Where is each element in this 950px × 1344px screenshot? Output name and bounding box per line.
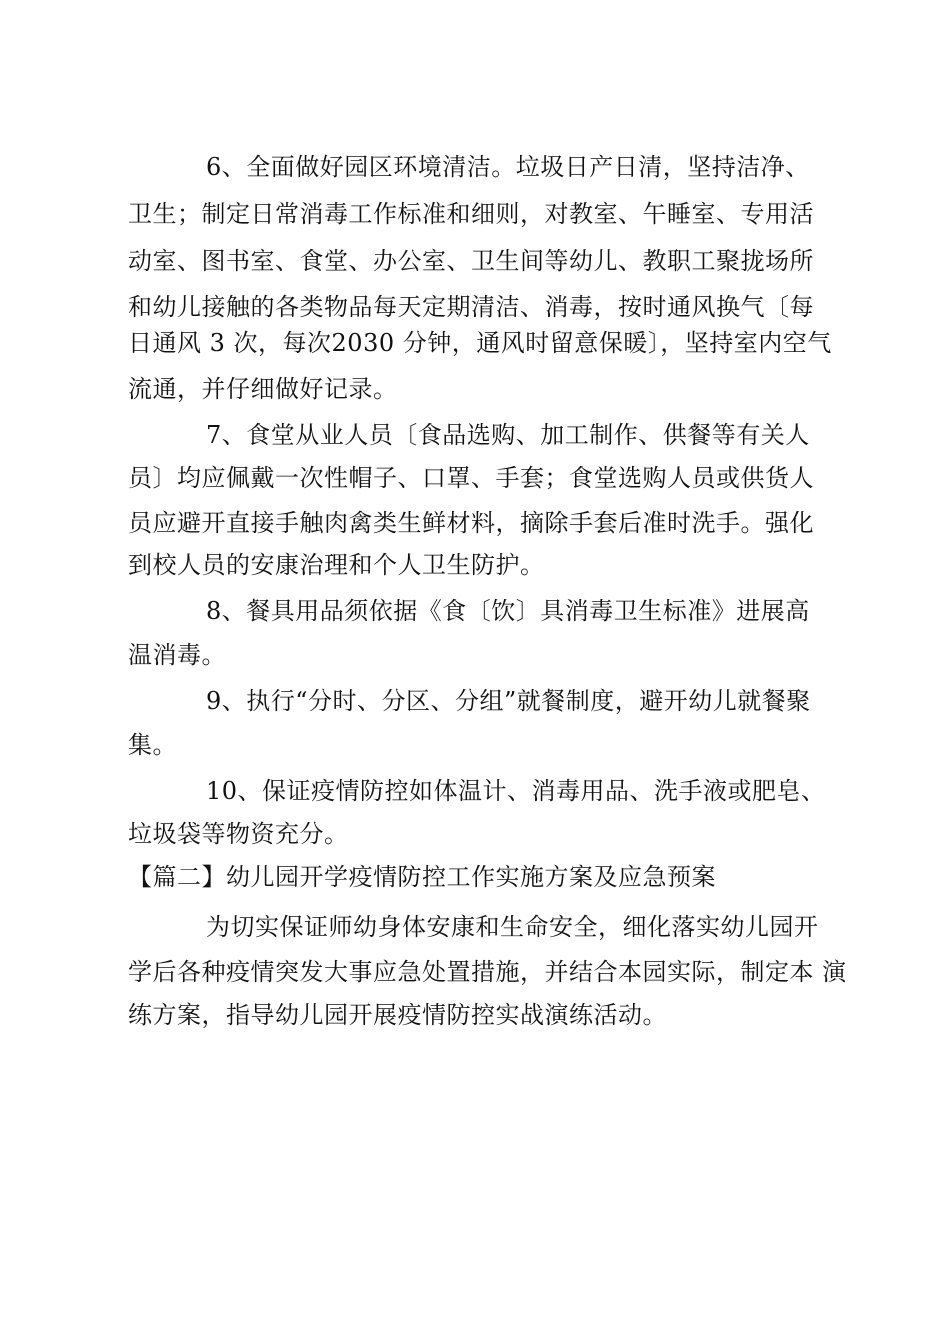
item7-line-2: 员〕均应佩戴一次性帽子、口罩、手套；食堂选购人员或供货人 [128,464,814,492]
item7-line-3: 员应避开直接手触肉禽类生鲜材料，摘除手套后准时洗手。强化 [128,509,814,537]
section2-intro-line-3: 练方案，指导幼儿园开展疫情防控实战演练活动。 [128,1001,667,1029]
item8-line-1: 8、餐具用品须依据《食〔饮〕具消毒卫生标准》进展高 [206,597,810,625]
item6-line-6: 流通，并仔细做好记录。 [128,375,398,403]
item7-line-1: 7、食堂从业人员〔食品选购、加工制作、供餐等有关人 [206,421,810,449]
item9-line-1: 9、执行“分时、分区、分组”就餐制度，避开幼儿就餐聚 [206,687,811,715]
item7-line-4: 到校人员的安康治理和个人卫生防护。 [128,551,545,579]
item6-line-2: 卫生；制定日常消毒工作标准和细则，对教室、午睡室、专用活 [128,200,814,228]
item10-line-1: 10、保证疫情防控如体温计、消毒用品、洗手液或肥皂、 [206,777,826,805]
item6-line-3: 动室、图书室、食堂、办公室、卫生间等幼儿、教职工聚拢场所 [128,247,814,275]
section2-heading: 【篇二】幼儿园开学疫情防控工作实施方案及应急预案 [128,863,716,891]
item6-line-4: 和幼儿接触的各类物品每天定期清洁、消毒，按时通风换气〔每 [128,293,814,321]
section2-intro-line-1: 为切实保证师幼身体安康和生命安全，细化落实幼儿园开 [206,913,819,941]
item9-line-2: 集。 [128,731,177,759]
item6-line-5: 日通风 3 次，每次2030 分钟，通风时留意保暖〕，坚持室内空气 [128,329,832,357]
section2-intro-line-2: 学后各种疫情突发大事应急处置措施，并结合本园实际，制定本 演 [128,958,847,986]
item8-line-2: 温消毒。 [128,641,226,669]
item6-line-1: 6、全面做好园区环境清洁。垃圾日产日清，坚持洁净、 [206,153,810,181]
item10-line-2: 垃圾袋等物资充分。 [128,820,349,848]
